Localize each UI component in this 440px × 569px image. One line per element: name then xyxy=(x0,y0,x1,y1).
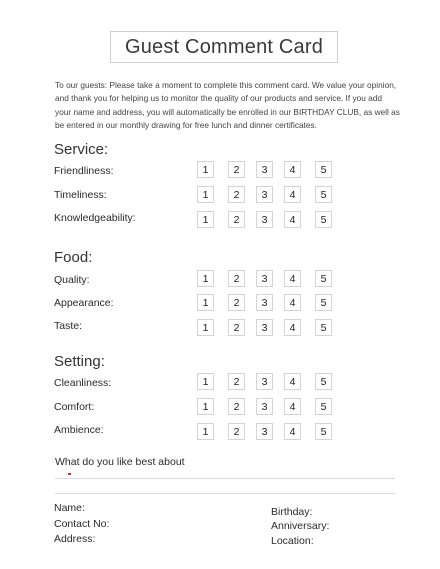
rating-box-friendliness-4[interactable]: 4 xyxy=(284,161,301,178)
row-label-timeliness: Timeliness: xyxy=(54,189,107,201)
rating-box-knowledgeability-4[interactable]: 4 xyxy=(284,211,301,228)
section-title-service: Service: xyxy=(54,141,109,158)
rating-box-quality-2[interactable]: 2 xyxy=(228,270,245,287)
rating-box-knowledgeability-5[interactable]: 5 xyxy=(315,211,332,228)
contact-no-label: Contact No: xyxy=(54,518,110,530)
divider-line xyxy=(55,493,395,494)
rating-box-ambience-5[interactable]: 5 xyxy=(315,423,332,440)
rating-box-cleanliness-1[interactable]: 1 xyxy=(197,373,214,390)
rating-box-timeliness-5[interactable]: 5 xyxy=(315,186,332,203)
rating-box-timeliness-1[interactable]: 1 xyxy=(197,186,214,203)
rating-box-comfort-4[interactable]: 4 xyxy=(284,398,301,415)
rating-box-taste-1[interactable]: 1 xyxy=(197,319,214,336)
rating-box-quality-4[interactable]: 4 xyxy=(284,270,301,287)
rating-box-appearance-5[interactable]: 5 xyxy=(315,294,332,311)
row-label-friendliness: Friendliness: xyxy=(54,165,114,177)
rating-box-taste-5[interactable]: 5 xyxy=(315,319,332,336)
rating-box-appearance-1[interactable]: 1 xyxy=(197,294,214,311)
rating-box-taste-3[interactable]: 3 xyxy=(256,319,273,336)
rating-box-timeliness-3[interactable]: 3 xyxy=(256,186,273,203)
question-best-about: What do you like best about xyxy=(55,456,185,468)
rating-box-ambience-2[interactable]: 2 xyxy=(228,423,245,440)
row-label-taste: Taste: xyxy=(54,320,83,332)
rating-box-friendliness-3[interactable]: 3 xyxy=(256,161,273,178)
row-label-cleanliness: Cleanliness: xyxy=(54,377,112,389)
rating-box-comfort-2[interactable]: 2 xyxy=(228,398,245,415)
rating-box-quality-5[interactable]: 5 xyxy=(315,270,332,287)
rating-box-appearance-3[interactable]: 3 xyxy=(256,294,273,311)
red-tick-mark xyxy=(68,473,71,475)
birthday-label: Birthday: xyxy=(271,506,313,518)
rating-box-appearance-2[interactable]: 2 xyxy=(228,294,245,311)
rating-box-appearance-4[interactable]: 4 xyxy=(284,294,301,311)
page-title: Guest Comment Card xyxy=(124,35,324,58)
rating-box-ambience-1[interactable]: 1 xyxy=(197,423,214,440)
row-label-knowledgeability: Knowledgeability: xyxy=(54,212,136,224)
rating-box-knowledgeability-1[interactable]: 1 xyxy=(197,211,214,228)
location-label: Location: xyxy=(271,535,314,547)
section-title-setting: Setting: xyxy=(54,353,105,370)
anniversary-label: Anniversary: xyxy=(271,520,330,532)
title-box xyxy=(110,31,338,63)
rating-box-taste-2[interactable]: 2 xyxy=(228,319,245,336)
row-label-ambience: Ambience: xyxy=(54,424,104,436)
rating-box-quality-1[interactable]: 1 xyxy=(197,270,214,287)
rating-box-comfort-5[interactable]: 5 xyxy=(315,398,332,415)
rating-box-cleanliness-4[interactable]: 4 xyxy=(284,373,301,390)
rating-box-ambience-4[interactable]: 4 xyxy=(284,423,301,440)
section-title-food: Food: xyxy=(54,249,93,266)
rating-box-ambience-3[interactable]: 3 xyxy=(256,423,273,440)
rating-box-cleanliness-3[interactable]: 3 xyxy=(256,373,273,390)
rating-box-comfort-1[interactable]: 1 xyxy=(197,398,214,415)
rating-box-timeliness-2[interactable]: 2 xyxy=(228,186,245,203)
rating-box-knowledgeability-2[interactable]: 2 xyxy=(228,211,245,228)
rating-box-friendliness-5[interactable]: 5 xyxy=(315,161,332,178)
rating-box-knowledgeability-3[interactable]: 3 xyxy=(256,211,273,228)
row-label-comfort: Comfort: xyxy=(54,401,95,413)
row-label-appearance: Appearance: xyxy=(54,297,114,309)
rating-box-timeliness-4[interactable]: 4 xyxy=(284,186,301,203)
rating-box-taste-4[interactable]: 4 xyxy=(284,319,301,336)
rating-box-friendliness-1[interactable]: 1 xyxy=(197,161,214,178)
address-label: Address: xyxy=(54,533,96,545)
row-label-quality: Quality: xyxy=(54,274,90,286)
answer-line[interactable] xyxy=(55,478,395,479)
rating-box-comfort-3[interactable]: 3 xyxy=(256,398,273,415)
rating-box-cleanliness-2[interactable]: 2 xyxy=(228,373,245,390)
rating-box-quality-3[interactable]: 3 xyxy=(256,270,273,287)
name-label: Name: xyxy=(54,502,85,514)
intro-text: To our guests: Please take a moment to complete this comment card. We value your opinion, and thank you for helping us to monitor the quality of our products and service. If you add your name and address, you will automatically be enrolled in our BIRTHDAY CLUB, as well as be entered in our monthly drawing for free lunch and dinner certificates. xyxy=(55,80,400,130)
rating-box-friendliness-2[interactable]: 2 xyxy=(228,161,245,178)
rating-box-cleanliness-5[interactable]: 5 xyxy=(315,373,332,390)
